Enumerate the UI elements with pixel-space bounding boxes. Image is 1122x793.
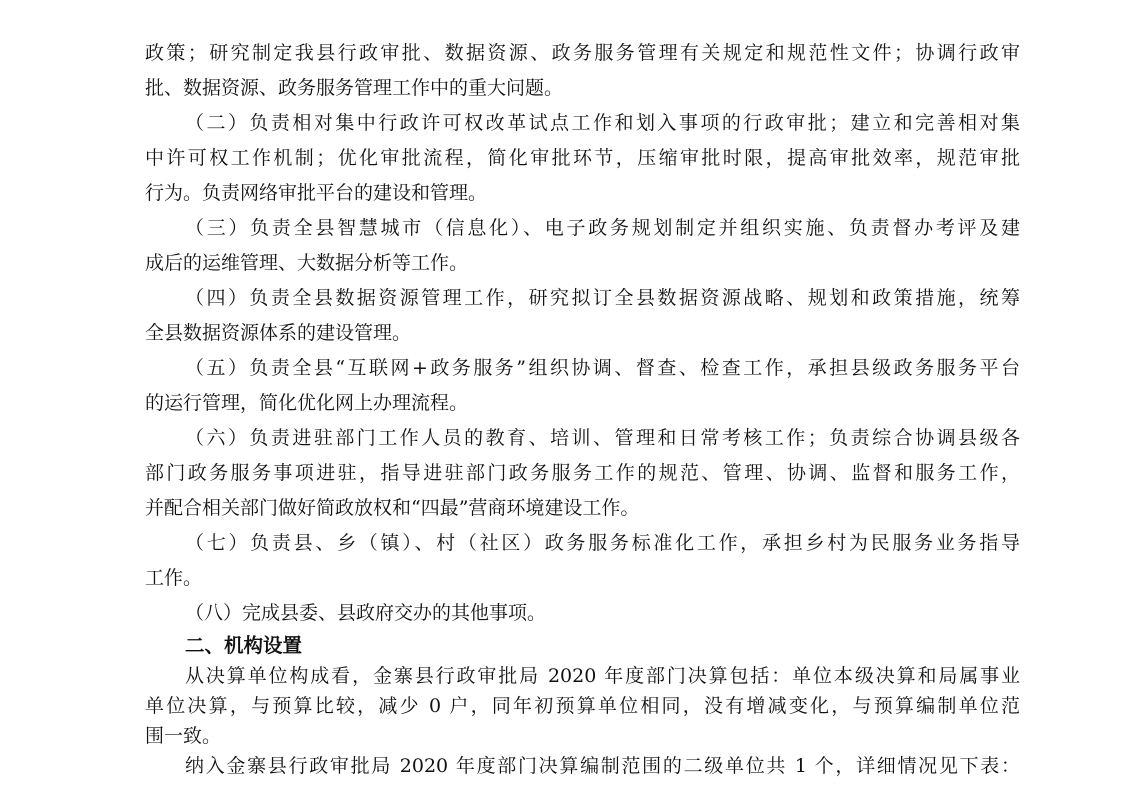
text-line: 从决算单位构成看，金寨县行政审批局 2020 年度部门决算包括：单位本级决算和局属事业 — [185, 665, 1020, 687]
text-line: 部门政务服务事项进驻，指导进驻部门政务服务工作的规范、管理、协调、监督和服务工作， — [145, 462, 1020, 484]
document-page — [145, 36, 1020, 781]
text-line: （七）负责县、乡（镇）、村（社区）政务服务标准化工作，承担乡村为民服务业务指导 — [185, 532, 1020, 554]
paragraph-item-5 — [145, 351, 1020, 421]
paragraph-org-structure — [145, 661, 1020, 751]
text-line: 政策；研究制定我县行政审批、数据资源、政务服务管理有关规定和规范性文件；协调行政审 — [145, 42, 1020, 64]
text-line: 全县数据资源体系的建设管理。 — [145, 322, 412, 344]
text-line: 中许可权工作机制；优化审批流程，简化审批环节，压缩审批时限，提高审批效率，规范审批 — [145, 147, 1020, 169]
paragraph-item-3 — [145, 211, 1020, 281]
paragraph-continuation — [145, 36, 1020, 106]
paragraph-item-7 — [145, 526, 1020, 596]
section-2-body — [145, 661, 1020, 781]
text-line: 工作。 — [145, 567, 203, 589]
text-line: （五）负责全县“互联网+政务服务”组织协调、督查、检查工作，承担县级政务服务平台 — [185, 357, 1020, 379]
text-line: （四）负责全县数据资源管理工作，研究拟订全县数据资源战略、规划和政策措施，统筹 — [185, 287, 1020, 309]
text-line: 围一致。 — [145, 725, 222, 747]
paragraph-item-4 — [145, 281, 1020, 351]
section-heading: 二、机构设置 — [185, 634, 303, 657]
text-line: （八）完成县委、县政府交办的其他事项。 — [185, 602, 547, 624]
text-line: 纳入金寨县行政审批局 2020 年度部门决算编制范围的二级单位共 1 个，详细情况见下表： — [185, 755, 1020, 777]
text-line: （二）负责相对集中行政许可权改革试点工作和划入事项的行政审批；建立和完善相对集 — [185, 112, 1020, 134]
text-line: 的运行管理，简化优化网上办理流程。 — [145, 392, 469, 414]
text-line: 批、数据资源、政务服务管理工作中的重大问题。 — [145, 77, 564, 99]
paragraph-item-6 — [145, 421, 1020, 526]
paragraph-item-2 — [145, 106, 1020, 211]
text-line: 单位决算，与预算比较，减少 0 户，同年初预算单位相同，没有增减变化，与预算编制单位范 — [145, 695, 1020, 717]
text-line: 成后的运维管理、大数据分析等工作。 — [145, 252, 469, 274]
paragraph-item-8 — [145, 596, 1020, 631]
text-line: 并配合相关部门做好简政放权和“四最”营商环境建设工作。 — [145, 497, 640, 519]
text-line: （三）负责全县智慧城市（信息化）、电子政务规划制定并组织实施、负责督办考评及建 — [185, 217, 1020, 239]
paragraph-secondary-units — [145, 751, 1020, 781]
text-line: （六）负责进驻部门工作人员的教育、培训、管理和日常考核工作；负责综合协调县级各 — [185, 427, 1020, 449]
text-line: 行为。负责网络审批平台的建设和管理。 — [145, 182, 488, 204]
